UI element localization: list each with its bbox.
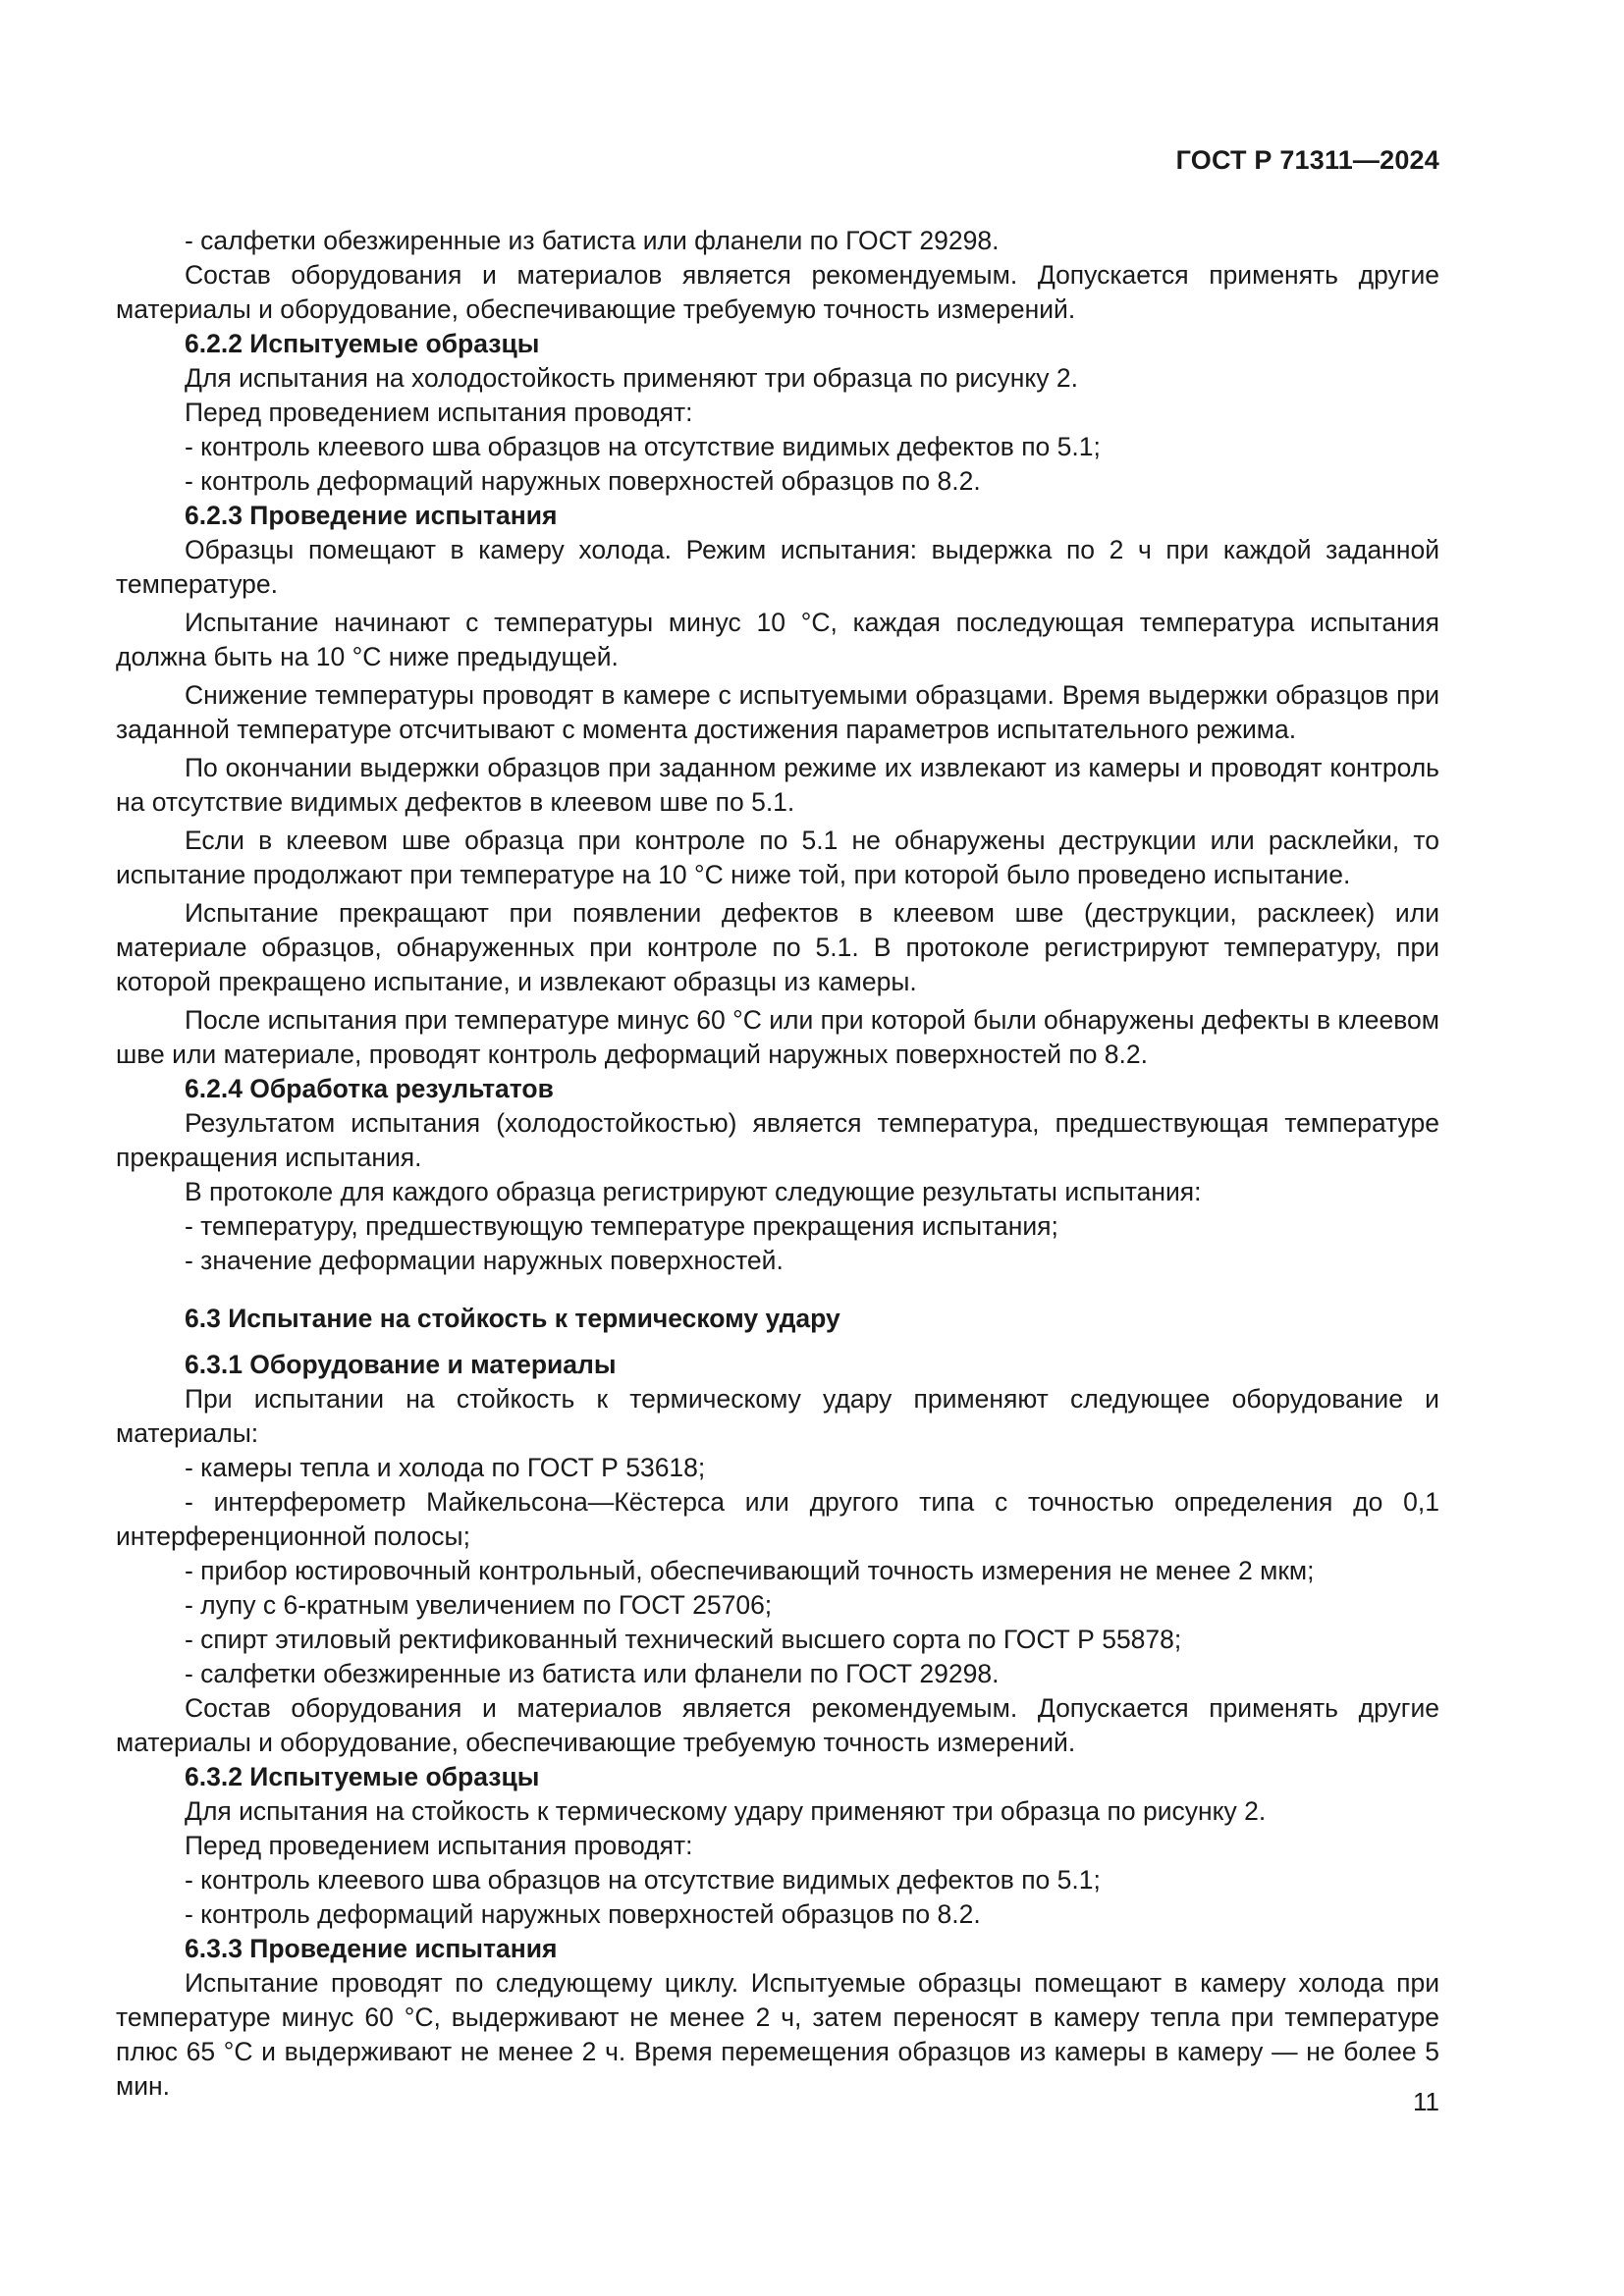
subsection-heading: 6.2.4 Обработка результатов [185, 1074, 554, 1103]
list-item: - прибор юстировочный контрольный, обеспечивающий точность измерения не менее 2 мкм; [185, 1556, 1315, 1585]
list-item: - лупу с 6-кратным увеличением по ГОСТ 25706; [185, 1590, 773, 1620]
subsection-heading: 6.2.3 Проведение испытания [185, 501, 558, 530]
section-heading: 6.3 Испытание на стойкость к термическому удару [185, 1304, 840, 1333]
paragraph: Результатом испытания (холодостойкостью) является температура, предшествующая температуре прекращения испытания. [116, 1108, 1439, 1172]
paragraph: Состав оборудования и материалов является рекомендуемым. Допускается применять другие материалы и оборудование, обеспечивающие требуемую точность измерений. [116, 260, 1439, 324]
subsection-heading: 6.3.2 Испытуемые образцы [185, 1762, 540, 1791]
paragraph: Для испытания на стойкость к термическому удару применяют три образца по рисунку 2. [185, 1796, 1267, 1826]
paragraph: В протоколе для каждого образца регистрируют следующие результаты испытания: [185, 1177, 1202, 1206]
document-header-code: ГОСТ Р 71311—2024 [1175, 145, 1439, 175]
list-item: - интерферометр Майкельсона—Кёстерса или другого типа с точностью определения до 0,1 интерференционной полосы; [116, 1487, 1439, 1551]
paragraph: Образцы помещают в камеру холода. Режим испытания: выдержка по 2 ч при каждой заданной температуре. [116, 535, 1439, 599]
subsection-heading: 6.2.2 Испытуемые образцы [185, 329, 540, 358]
paragraph: Испытание прекращают при появлении дефектов в клеевом шве (деструкции, расклеек) или материале образцов, обнаруженных при контроле по 5.1. В протоколе регистрируют температуру, при которой прекращено испытание, и извлекают образцы из камеры. [116, 898, 1439, 996]
list-item: - контроль клеевого шва образцов на отсутствие видимых дефектов по 5.1; [185, 1865, 1101, 1895]
list-item: - значение деформации наружных поверхностей. [185, 1246, 784, 1275]
paragraph: Испытание начинают с температуры минус 10 °С, каждая последующая температура испытания должна быть на 10 °С ниже предыдущей. [116, 608, 1439, 671]
subsection-heading: 6.3.1 Оборудование и материалы [185, 1350, 617, 1379]
paragraph: Перед проведением испытания проводят: [185, 398, 693, 427]
paragraph: Состав оборудования и материалов является рекомендуемым. Допускается применять другие материалы и оборудование, обеспечивающие требуемую точность измерений. [116, 1693, 1439, 1757]
list-item: - температуру, предшествующую температуре прекращения испытания; [185, 1211, 1058, 1241]
list-item: - камеры тепла и холода по ГОСТ Р 53618; [185, 1453, 706, 1482]
paragraph: Снижение температуры проводят в камере с испытуемыми образцами. Время выдержки образцов при заданной температуре отсчитывают с момента достижения параметров испытательного режима. [116, 680, 1439, 744]
paragraph: При испытании на стойкость к термическому удару применяют следующее оборудование и материалы: [116, 1384, 1439, 1448]
paragraph: Для испытания на холодостойкость применяют три образца по рисунку 2. [185, 363, 1078, 393]
list-item: - салфетки обезжиренные из батиста или фланели по ГОСТ 29298. [185, 1659, 1000, 1688]
subsection-heading: 6.3.3 Проведение испытания [185, 1934, 558, 1963]
list-item: - контроль клеевого шва образцов на отсутствие видимых дефектов по 5.1; [185, 432, 1101, 461]
paragraph: Испытание проводят по следующему циклу. Испытуемые образцы помещают в камеру холода при температуре минус 60 °С, выдерживают не менее 2 ч, затем переносят в камеру тепла при температуре плюс 65 °С и выдерживают не менее 2 ч. Время перемещения образцов из камеры в камеру — не более 5 мин. [116, 1968, 1439, 2101]
list-item: - салфетки обезжиренные из батиста или фланели по ГОСТ 29298. [185, 226, 1000, 255]
paragraph: По окончании выдержки образцов при заданном режиме их извлекают из камеры и проводят контроль на отсутствие видимых дефектов в клеевом шве по 5.1. [116, 753, 1439, 817]
document-body [116, 224, 1439, 2104]
list-item: - контроль деформаций наружных поверхностей образцов по 8.2. [185, 466, 981, 496]
list-item: - спирт этиловый ректификованный технический высшего сорта по ГОСТ Р 55878; [185, 1625, 1182, 1654]
page-number: 11 [1413, 2087, 1439, 2116]
paragraph: После испытания при температуре минус 60 °С или при которой были обнаружены дефекты в клеевом шве или материале, проводят контроль деформаций наружных поверхностей по 8.2. [116, 1005, 1439, 1069]
paragraph: Если в клеевом шве образца при контроле по 5.1 не обнаружены деструкции или расклейки, то испытание продолжают при температуре на 10 °С ниже той, при которой было проведено испытание. [116, 826, 1439, 889]
list-item: - контроль деформаций наружных поверхностей образцов по 8.2. [185, 1899, 981, 1929]
paragraph: Перед проведением испытания проводят: [185, 1831, 693, 1860]
